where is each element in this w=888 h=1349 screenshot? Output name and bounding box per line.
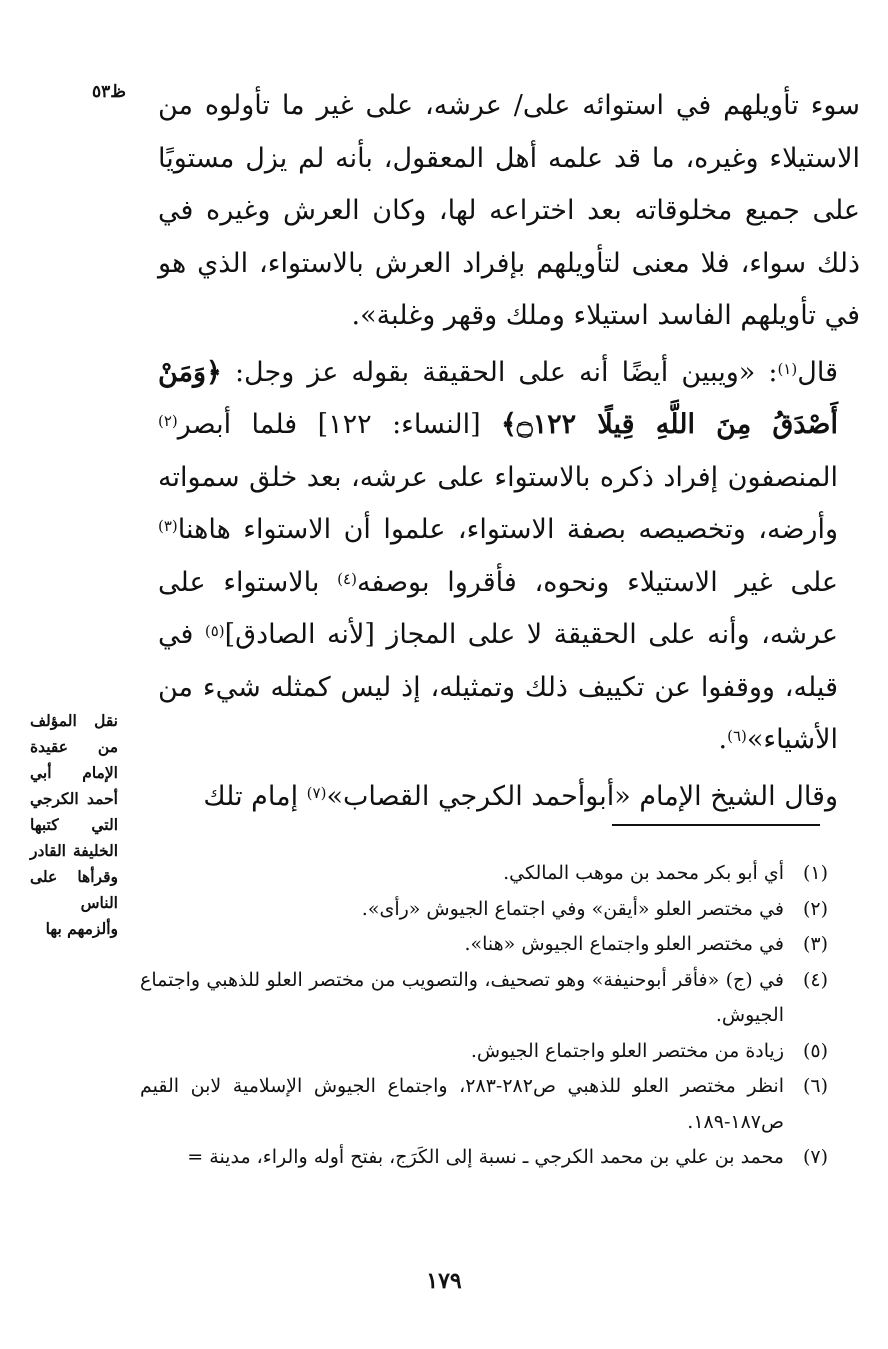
text-segment: وقال الشيخ الإمام «أبوأحمد الكرجي القصاب»: [326, 780, 838, 812]
footnote-number: (٦): [802, 1075, 828, 1097]
text-segment: [النساء: ١٢٢] فلما أبصر: [177, 409, 502, 440]
footnote-item: [140, 892, 828, 928]
footnote-text: في مختصر العلو «أيقن» وفي اجتماع الجيوش «رأى».: [361, 897, 784, 920]
manuscript-folio-reference: ظ٥٣: [92, 82, 126, 102]
footnote-ref-3[interactable]: (٣): [158, 517, 178, 535]
footnote-item: [140, 1069, 828, 1140]
text-segment: .: [718, 724, 728, 755]
footnote-text: محمد بن علي بن محمد الكرجي ـ نسبة إلى الكَرَج، بفتح أوله والراء، مدينة =: [187, 1146, 784, 1168]
footnote-number: (٤): [802, 968, 828, 991]
footnote-number: (٢): [802, 897, 828, 920]
footnote-number: (١): [802, 862, 828, 884]
footnote-ref-5[interactable]: (٥): [204, 622, 225, 640]
paragraph-2: [158, 347, 860, 767]
footnote-ref-4[interactable]: (٤): [337, 569, 357, 588]
text-segment: في قيله، ووقفوا عن تكييف ذلك وتمثيله، إذ ليس كمثله شيء من الأشياء»: [158, 619, 838, 755]
text-segment: : «ويبين أيضًا أنه على الحقيقة بقوله عز وجل:: [234, 356, 778, 388]
footnote-text: زيادة من مختصر العلو واجتماع الجيوش.: [470, 1039, 784, 1062]
footnote-separator: [612, 824, 820, 826]
footnote-text: أي أبو بكر محمد بن موهب المالكي.: [503, 862, 784, 884]
margin-side-note: نقل المؤلف من عقيدة الإمام أبي أحمد الكرجي التي كتبها الخليفة القادر وقرأها على الناس وألزمهم بها: [30, 711, 118, 938]
footnote-ref-6[interactable]: (٦): [727, 727, 747, 745]
quran-verse: ﴿وَمَنْ أَصْدَقُ مِنَ اللَّهِ قِيلًا ۝١٢٢﴾: [158, 356, 838, 440]
page-number: ١٧٩: [426, 1268, 462, 1294]
footnote-number: (٣): [802, 933, 828, 955]
main-text: [158, 80, 860, 823]
paragraph-1: سوء تأويلهم في استوائه على/ عرشه، على غير ما تأولوه من الاستيلاء وغيره، ما قد علمه أهل المعقول، بأنه لم يزل مستويًا على جميع مخلوقاته بعد اختراعه لها، وكان العرش وغيره في ذلك سواء، فلا معنى لتأويلهم بإفراد العرش بالاستواء، الذي هو في تأويلهم الفاسد استيلاء وملك وقهر وغلبة».: [158, 90, 860, 331]
footnote-item: [140, 856, 828, 892]
footnote-number: (٧): [802, 1146, 828, 1168]
text-segment: المنصفون إفراد ذكره بالاستواء على عرشه، بعد خلق سمواته وأرضه، وتخصيصه بصفة الاستواء، علموا أن الاستواء هاهنا: [158, 461, 838, 545]
footnotes: [140, 856, 828, 1176]
footnote-number: (٥): [802, 1039, 828, 1062]
footnote-item: [140, 1140, 828, 1176]
footnote-text: في مختصر العلو واجتماع الجيوش «هنا».: [464, 933, 784, 955]
footnote-text: في (ج) «فأقر أبوحنيفة» وهو تصحيف، والتصويب من مختصر العلو للذهبي واجتماع الجيوش.: [140, 968, 784, 1026]
footnote-ref-7[interactable]: (٧): [306, 783, 327, 802]
text-segment: على غير الاستيلاء ونحوه، فأقروا بوصفه: [356, 566, 838, 598]
footnote-ref-1[interactable]: (١): [777, 359, 798, 378]
paragraph-3: [158, 771, 860, 824]
text-segment: إمام تلك: [203, 780, 307, 812]
text-segment: قال: [797, 356, 838, 388]
footnote-item: [140, 927, 828, 963]
footnote-item: [140, 963, 828, 1034]
footnote-ref-2[interactable]: (٢): [158, 412, 178, 430]
footnote-item: [140, 1034, 828, 1070]
footnote-text: انظر مختصر العلو للذهبي ص٢٨٢-٢٨٣، واجتماع الجيوش الإسلامية لابن القيم ص١٨٧-١٨٩.: [140, 1075, 785, 1133]
text-segment: بالاستواء على عرشه، وأنه على الحقيقة لا على المجاز [لأنه الصادق]: [158, 566, 838, 650]
